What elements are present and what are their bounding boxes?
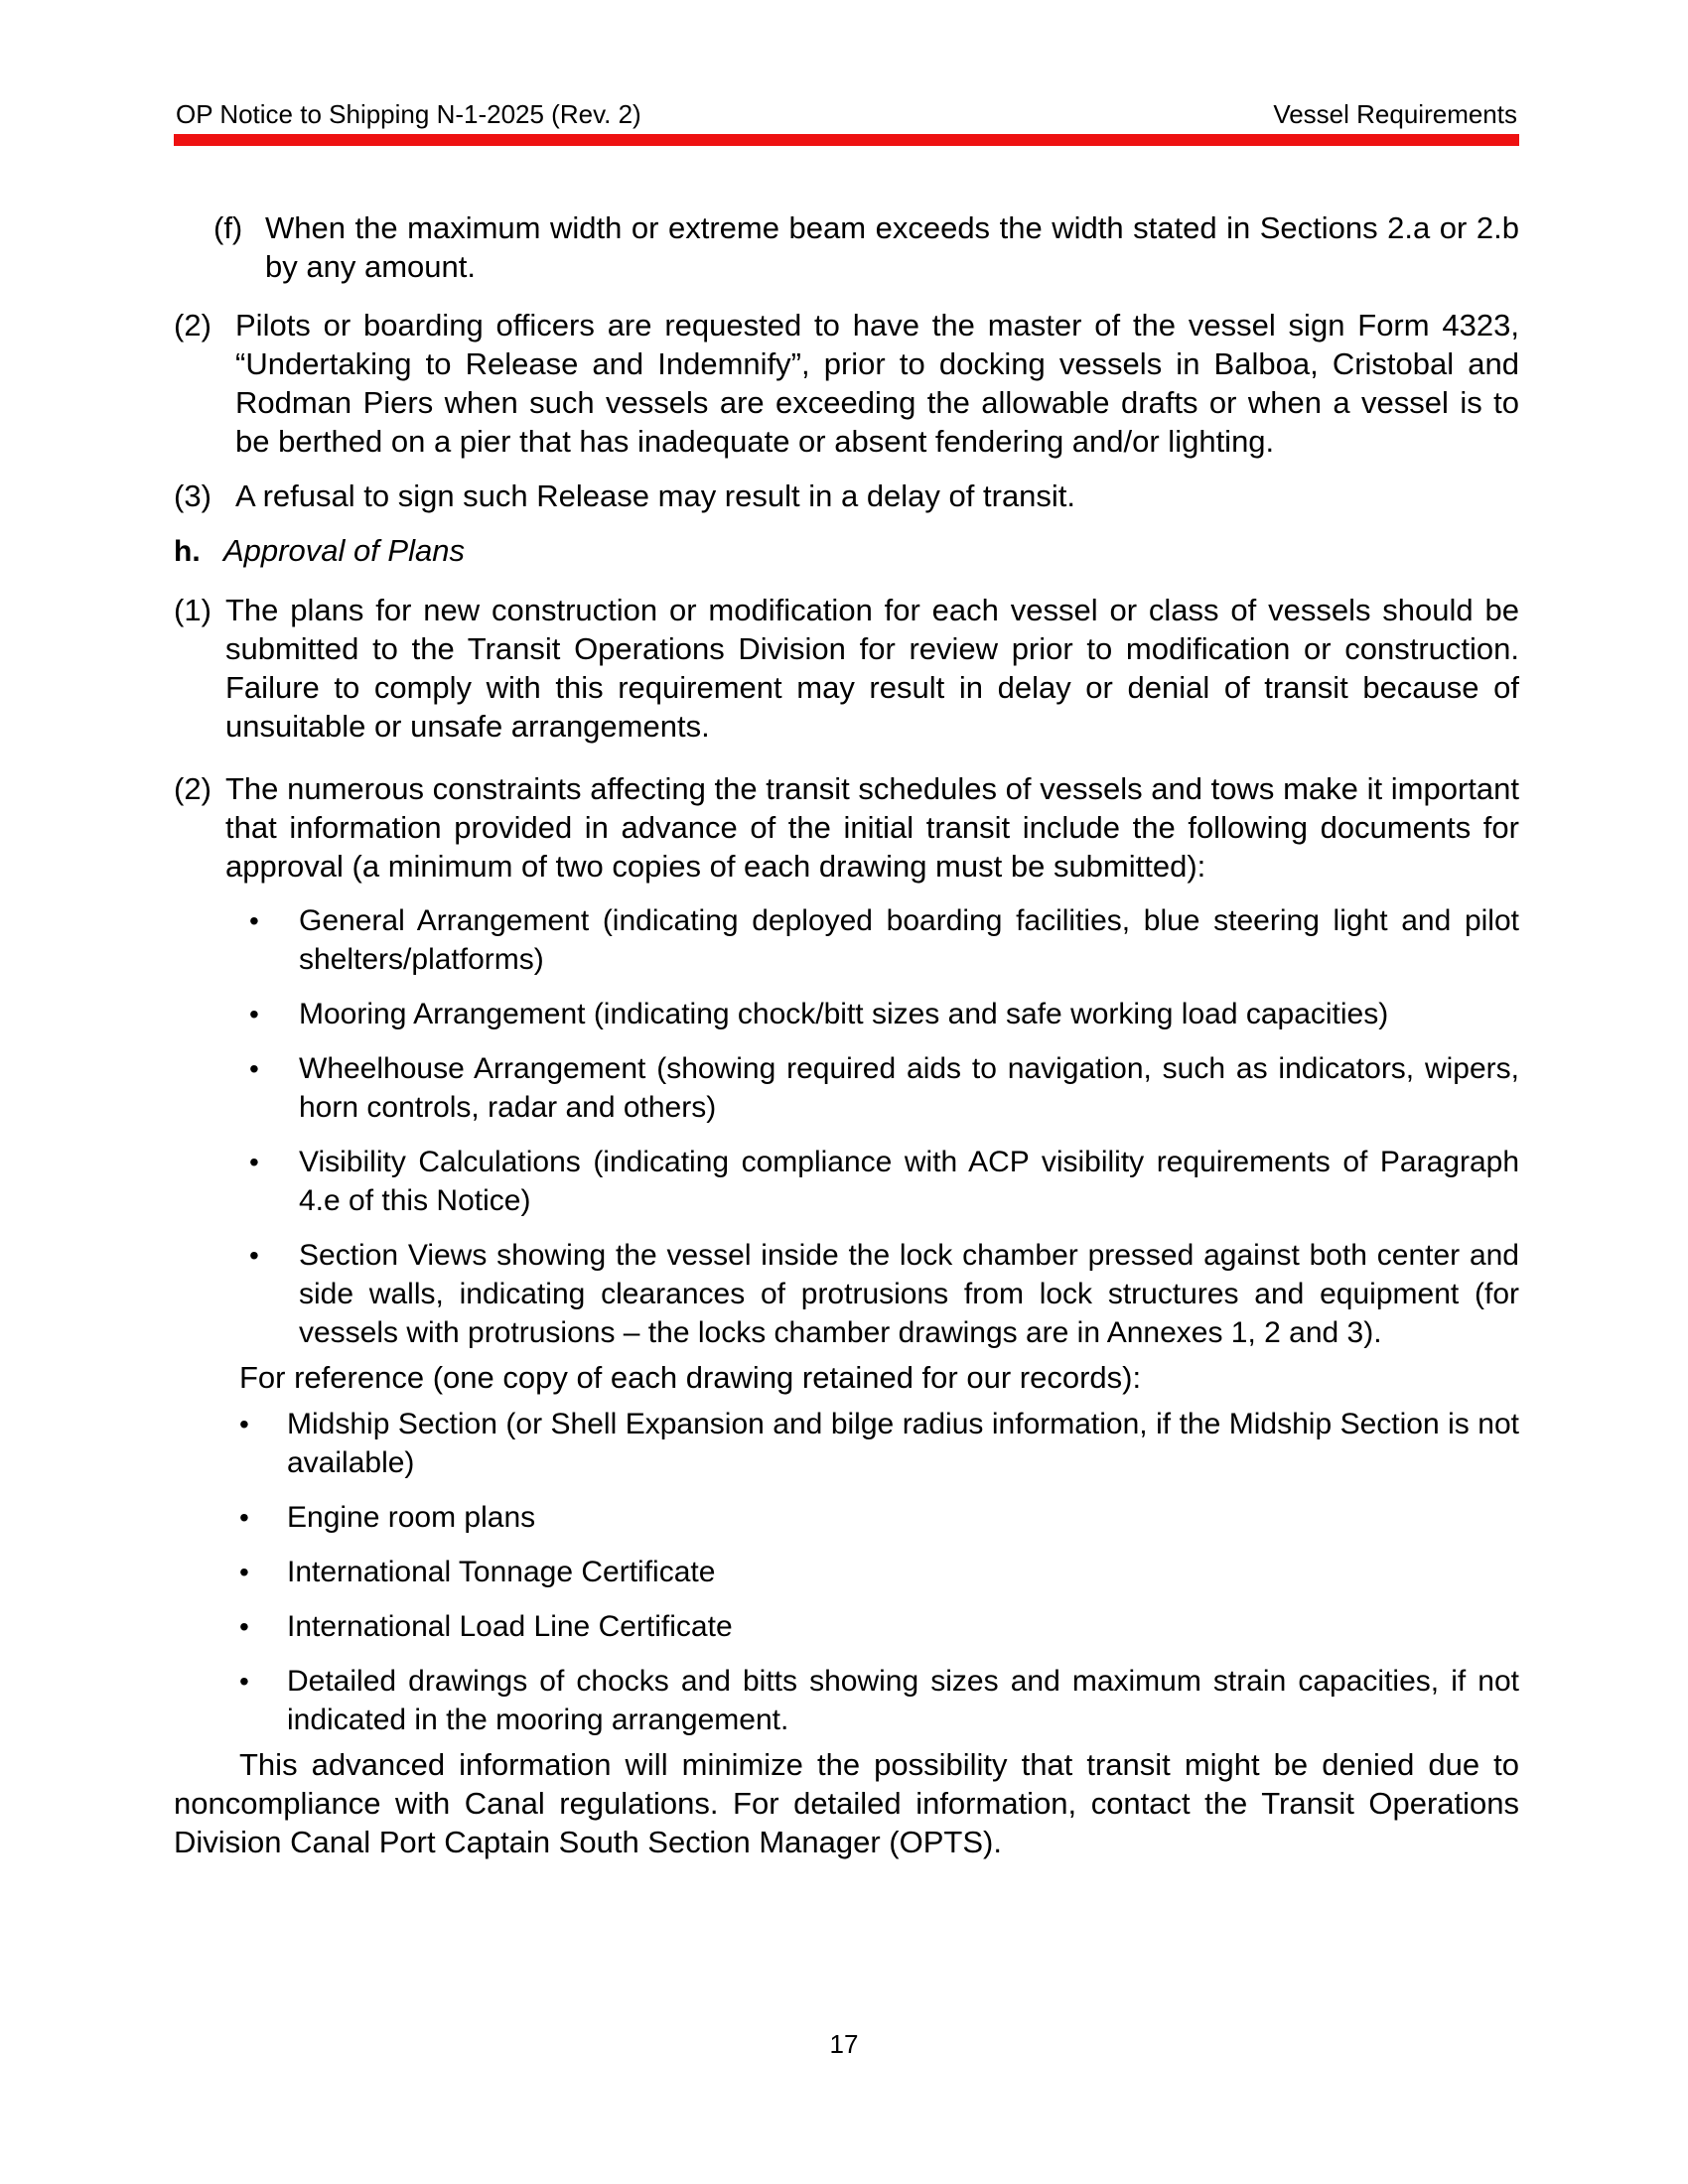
- bullet-icon: •: [239, 1611, 249, 1642]
- section-letter: h.: [174, 535, 201, 568]
- page-number: 17: [829, 2029, 859, 2059]
- item-marker: (1): [174, 593, 211, 627]
- list-item-text: Mooring Arrangement (indicating chock/bitt sizes and safe working load capacities): [299, 998, 1389, 1030]
- list-item-text: Engine room plans: [287, 1501, 536, 1534]
- list-item: [239, 1662, 1519, 1739]
- section-title: Approval of Plans: [223, 533, 465, 568]
- list-item-text: Section Views showing the vessel inside the lock chamber pressed against both center and side walls, indicating clearances of protrusions from lock structures and equipment (for vessels with protrusions – the locks chamber drawings are in Annexes 1, 2 and 3).: [299, 1239, 1519, 1349]
- item-marker: (2): [174, 308, 211, 342]
- page-header: [174, 97, 1519, 137]
- list-item: [249, 901, 1519, 979]
- reference-documents-list: [174, 1405, 1519, 1739]
- list-item-1-plans: [174, 591, 1519, 746]
- list-item: [239, 1553, 1519, 1591]
- list-item: [249, 1049, 1519, 1127]
- bullet-icon: •: [249, 999, 259, 1029]
- bullet-icon: •: [239, 1557, 249, 1587]
- bullet-icon: •: [249, 1053, 259, 1084]
- section-heading-approval-of-plans: [174, 531, 1519, 571]
- header-section-title: Vessel Requirements: [1273, 99, 1517, 129]
- document-body: [174, 208, 1519, 1861]
- item-marker: (f): [213, 210, 243, 245]
- item-text: The numerous constraints affecting the transit schedules of vessels and tows make it important that information provided in advance of the initial transit include the following documents for approval (a minimum of two copies of each drawing must be submitted):: [225, 771, 1519, 884]
- bullet-icon: •: [239, 1666, 249, 1697]
- header-rule: [174, 134, 1519, 146]
- list-item: [239, 1607, 1519, 1646]
- bullet-icon: •: [249, 1240, 259, 1271]
- list-item: [239, 1498, 1519, 1537]
- bullet-icon: •: [249, 905, 259, 936]
- list-item-text: General Arrangement (indicating deployed boarding facilities, blue steering light and pilot shelters/platforms): [299, 904, 1519, 976]
- item-text: The plans for new construction or modification for each vessel or class of vessels should be submitted to the Transit Operations Division for review prior to modification or construction. Failure to comply with this requirement may result in delay or denial of transit because of unsuitable or unsafe arrangements.: [225, 593, 1519, 744]
- item-text: Pilots or boarding officers are requested to have the master of the vessel sign Form 4323, “Undertaking to Release and Indemnify”, prior to docking vessels in Balboa, Cristobal and Rodman Piers when such vessels are exceeding the allowable drafts or when a vessel is to be berthed on a pier that has inadequate or absent fendering and/or lighting.: [235, 308, 1519, 459]
- list-item-f: [213, 208, 1519, 286]
- list-item: [249, 1143, 1519, 1220]
- bullet-icon: •: [239, 1409, 249, 1439]
- list-item-text: International Tonnage Certificate: [287, 1556, 716, 1588]
- list-item: [249, 1236, 1519, 1352]
- list-item-text: Midship Section (or Shell Expansion and bilge radius information, if the Midship Section is not available): [287, 1408, 1519, 1479]
- bullet-icon: •: [249, 1147, 259, 1177]
- item-marker: (3): [174, 478, 211, 513]
- item-marker: (2): [174, 771, 211, 806]
- list-item-3-refusal: [174, 477, 1519, 515]
- item-text: A refusal to sign such Release may result in a delay of transit.: [235, 478, 1076, 513]
- list-item-2-constraints: [174, 769, 1519, 886]
- list-item: [239, 1405, 1519, 1482]
- list-item-text: Visibility Calculations (indicating compliance with ACP visibility requirements of Paragraph 4.e of this Notice): [299, 1146, 1519, 1217]
- list-item-text: Wheelhouse Arrangement (showing required aids to navigation, such as indicators, wipers, horn controls, radar and others): [299, 1052, 1519, 1124]
- reference-intro: For reference (one copy of each drawing retained for our records):: [239, 1360, 1142, 1395]
- item-text: When the maximum width or extreme beam exceeds the width stated in Sections 2.a or 2.b by any amount.: [265, 210, 1519, 284]
- list-item: [249, 995, 1519, 1033]
- list-item-text: International Load Line Certificate: [287, 1610, 733, 1643]
- list-item-text: Detailed drawings of chocks and bitts showing sizes and maximum strain capacities, if not indicated in the mooring arrangement.: [287, 1665, 1519, 1736]
- approval-documents-list: [174, 901, 1519, 1352]
- bullet-icon: •: [239, 1502, 249, 1533]
- closing-paragraph: This advanced information will minimize the possibility that transit might be denied due to noncompliance with Canal regulations. For detailed information, contact the Transit Operations Division Canal Port Captain South Section Manager (OPTS).: [174, 1747, 1519, 1859]
- header-document-title: OP Notice to Shipping N-1-2025 (Rev. 2): [176, 99, 641, 129]
- list-item-2-release: [174, 306, 1519, 461]
